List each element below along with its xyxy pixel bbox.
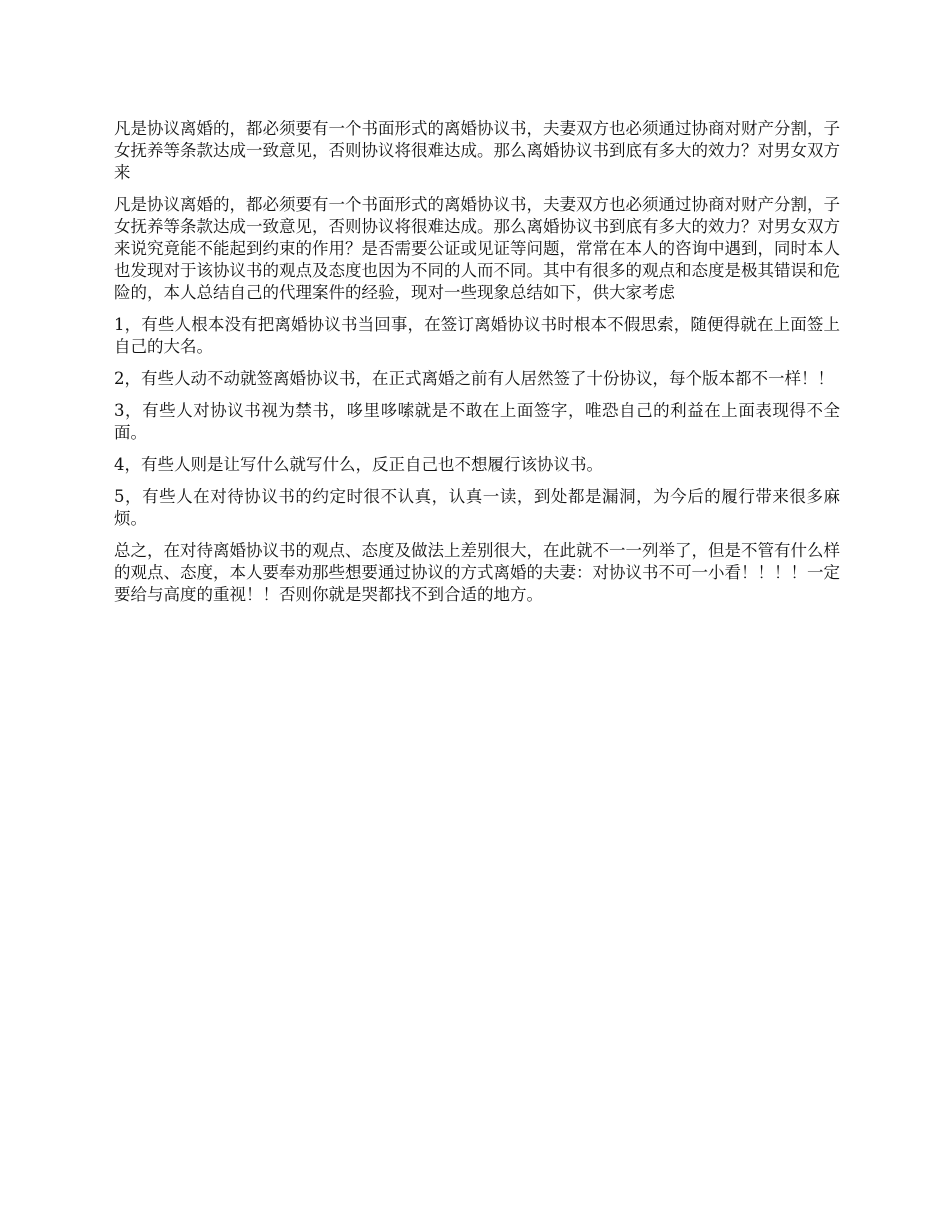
document-body: [114, 118, 840, 616]
point-paragraph-1: 1，有些人根本没有把离婚协议书当回事，在签订离婚协议书时根本不假思索，随便得就在上面签上自己的大名。: [114, 315, 840, 356]
summary-paragraph: 凡是协议离婚的，都必须要有一个书面形式的离婚协议书，夫妻双方也必须通过协商对财产分割，子女抚养等条款达成一致意见，否则协议将很难达成。那么离婚协议书到底有多大的效力？对男女双方来: [114, 119, 840, 182]
point-paragraph-2: 2，有些人动不动就签离婚协议书，在正式离婚之前有人居然签了十份协议，每个版本都不一样！！: [114, 369, 834, 388]
intro-paragraph: 凡是协议离婚的，都必须要有一个书面形式的离婚协议书，夫妻双方也必须通过协商对财产分割，子女抚养等条款达成一致意见，否则协议将很难达成。那么离婚协议书到底有多大的效力？对男女双方来说究竟能不能起到约束的作用？是否需要公证或见证等问题，常常在本人的咨询中遇到，同时本人也发现对于该协议书的观点及态度也因为不同的人而不同。其中有很多的观点和态度是极其错误和危险的，本人总结自己的代理案件的经验，现对一些现象总结如下，供大家考虑: [114, 195, 840, 302]
point-paragraph-5: 5，有些人在对待协议书的约定时很不认真，认真一读，到处都是漏洞，为今后的履行带来很多麻烦。: [114, 487, 840, 528]
conclusion-paragraph: 总之，在对待离婚协议书的观点、态度及做法上差别很大，在此就不一一列举了，但是不管有什么样的观点、态度，本人要奉劝那些想要通过协议的方式离婚的夫妻：对协议书不可一小看！！！！一定要给与高度的重视！！否则你就是哭都找不到合适的地方。: [114, 541, 840, 604]
point-paragraph-3: 3，有些人对协议书视为禁书，哆里哆嗦就是不敢在上面签字，唯恐自己的利益在上面表现得不全面。: [114, 401, 840, 442]
point-paragraph-4: 4，有些人则是让写什么就写什么，反正自己也不想履行该协议书。: [114, 455, 603, 474]
